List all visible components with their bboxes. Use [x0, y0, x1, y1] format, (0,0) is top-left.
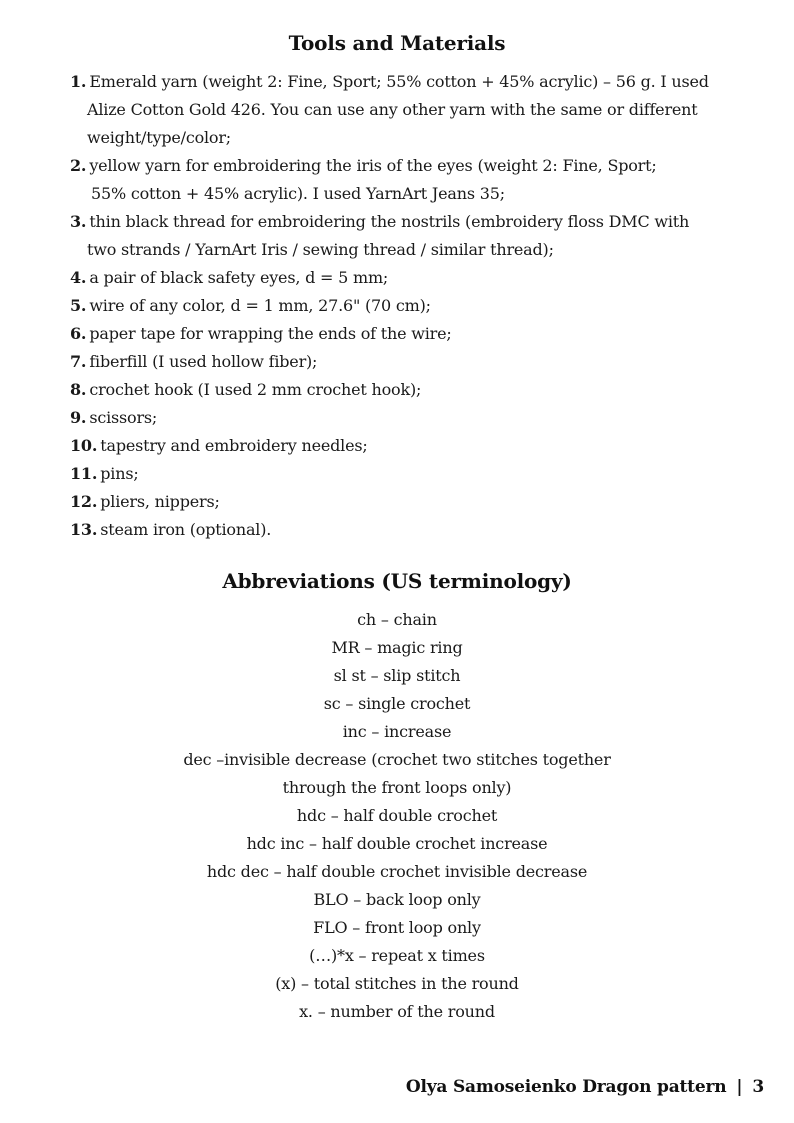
item-text-line: 55% cotton + 45% acrylic). I used YarnArt Jeans 35; — [91, 184, 505, 203]
tools-list-item-7 — [70, 348, 750, 376]
abbreviation-line: sc – single crochet — [323, 694, 471, 713]
tools-list — [70, 68, 750, 544]
abbreviation-line: hdc – half double crochet — [296, 806, 498, 825]
item-number: 8. — [70, 380, 87, 399]
tools-list-item-10 — [70, 432, 750, 460]
item-number: 6. — [70, 324, 87, 343]
item-number: 1. — [70, 72, 87, 91]
tools-list-item-5 — [70, 292, 750, 320]
item-text-line: thin black thread for embroidering the nostrils (embroidery floss DMC with — [89, 212, 690, 231]
abbreviation-line: hdc inc – half double crochet increase — [246, 834, 548, 853]
item-number: 13. — [70, 520, 98, 539]
abbreviation-line: BLO – back loop only — [313, 890, 481, 909]
tools-list-item-13 — [70, 516, 750, 544]
item-text-line: Alize Cotton Gold 426. You can use any other yarn with the same or different — [87, 100, 698, 119]
item-number: 12. — [70, 492, 98, 511]
tools-list-item-1 — [70, 68, 750, 152]
tools-list-item-9 — [70, 404, 750, 432]
abbreviation-line: (…)*x – repeat x times — [309, 946, 485, 965]
item-text-line: crochet hook (I used 2 mm crochet hook); — [89, 380, 422, 399]
abbreviation-line: inc – increase — [342, 722, 452, 741]
item-text-line: Emerald yarn (weight 2: Fine, Sport; 55% cotton + 45% acrylic) – 56 g. I used — [89, 72, 709, 91]
item-text-line: scissors; — [89, 408, 158, 427]
page-footer — [406, 1077, 764, 1097]
item-number: 7. — [70, 352, 87, 371]
item-number: 3. — [70, 212, 87, 231]
item-text-line: yellow yarn for embroidering the iris of the eyes (weight 2: Fine, Sport; — [89, 156, 657, 175]
abbreviations-list — [0, 606, 794, 1026]
item-text-line: tapestry and embroidery needles; — [100, 436, 368, 455]
item-text-line: paper tape for wrapping the ends of the wire; — [89, 324, 452, 343]
tools-list-item-3 — [70, 208, 750, 264]
abbreviation-line: x. – number of the round — [299, 1002, 495, 1021]
abbreviation-line: MR – magic ring — [331, 638, 463, 657]
abbreviations-heading: Abbreviations (US terminology) — [222, 569, 572, 593]
tools-list-item-6 — [70, 320, 750, 348]
abbreviation-line: FLO – front loop only — [313, 918, 481, 937]
item-number: 9. — [70, 408, 87, 427]
footer-title: Olya Samoseienko Dragon pattern — [405, 1077, 727, 1097]
item-text-line: fiberfill (I used hollow fiber); — [89, 352, 318, 371]
tools-materials-heading: Tools and Materials — [288, 31, 506, 55]
item-text-line: pins; — [100, 464, 139, 483]
tools-list-item-2 — [70, 152, 750, 208]
item-number: 2. — [70, 156, 87, 175]
tools-list-item-11 — [70, 460, 750, 488]
item-number: 4. — [70, 268, 87, 287]
tools-list-item-12 — [70, 488, 750, 516]
abbreviation-line: sl st – slip stitch — [333, 666, 461, 685]
abbreviation-line: through the front loops only) — [282, 778, 512, 797]
item-number: 10. — [70, 436, 98, 455]
item-text-line: steam iron (optional). — [100, 520, 272, 539]
abbreviation-line: ch – chain — [357, 610, 437, 629]
item-text-line: pliers, nippers; — [100, 492, 220, 511]
tools-list-item-8 — [70, 376, 750, 404]
abbreviation-line: (x) – total stitches in the round — [275, 974, 519, 993]
item-number: 11. — [70, 464, 98, 483]
item-text-line: two strands / YarnArt Iris / sewing thread / similar thread); — [87, 240, 554, 259]
tools-list-item-4 — [70, 264, 750, 292]
item-text-line: weight/type/color; — [87, 128, 232, 147]
footer-separator: | — [736, 1077, 743, 1097]
item-text-line: a pair of black safety eyes, d = 5 mm; — [89, 268, 389, 287]
abbreviation-line: hdc dec – half double crochet invisible decrease — [206, 862, 588, 881]
abbreviation-line: dec –invisible decrease (crochet two stitches together — [183, 750, 611, 769]
item-number: 5. — [70, 296, 87, 315]
item-text-line: wire of any color, d = 1 mm, 27.6" (70 cm); — [89, 296, 431, 315]
page-number: 3 — [752, 1077, 764, 1097]
